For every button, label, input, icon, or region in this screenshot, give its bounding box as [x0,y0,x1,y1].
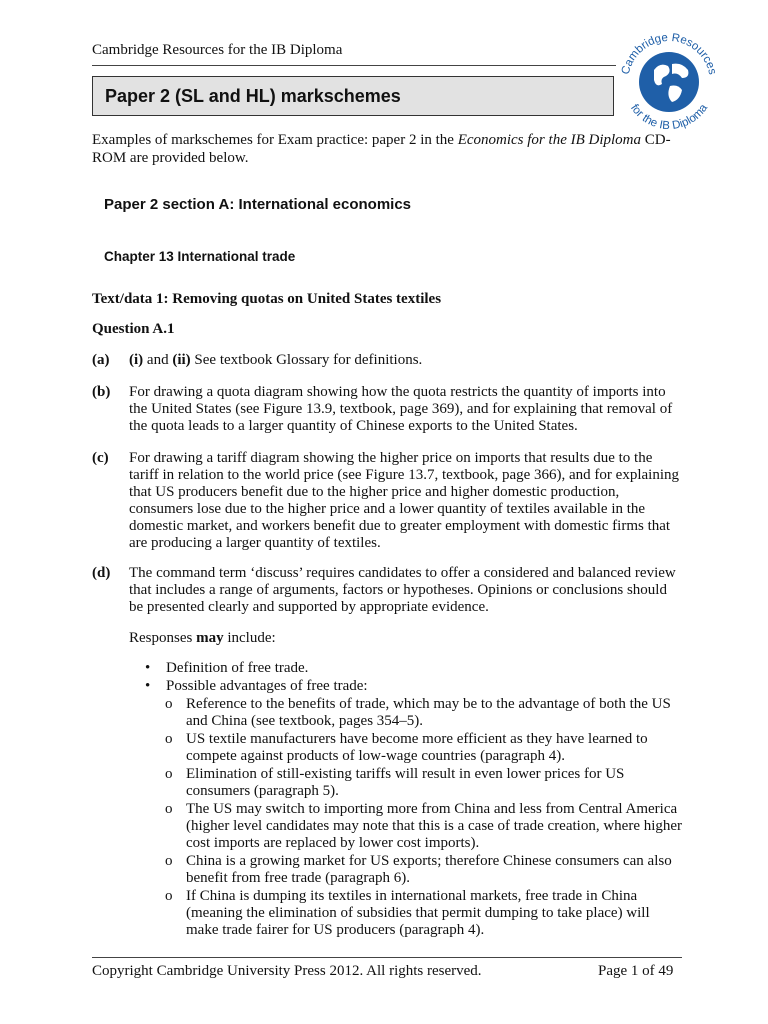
bullet-dot: • [145,678,151,694]
bullet-circle: o [165,696,173,712]
sub-list-item [145,731,685,765]
item-a-and: and [143,352,173,368]
sub-list-item-text: US textile manufacturers have become more efficient as they have learned to compete against products of low-wage countries (paragraph 4). [186,731,648,764]
intro-paragraph [92,131,672,167]
item-body [129,352,679,369]
sub-list-item-text: China is a growing market for US exports; therefore Chinese consumers can also benefit from free trade (paragraph 6). [186,853,672,886]
responses-text: Responses [129,630,197,646]
running-header: Cambridge Resources for the IB Diploma [92,42,343,58]
globe-icon [639,52,699,112]
responses-intro [129,630,276,647]
responses-list [145,660,685,940]
item-label: (c) [92,450,109,466]
bullet-circle: o [165,766,173,782]
intro-text: Examples of markschemes for Exam practice: paper 2 in the [92,132,458,148]
text-data-title: : Removing quotas on United States textiles [163,291,442,307]
section-heading: Paper 2 section A: International economics [104,196,412,213]
logo-arc-top: Cambridge Resources [619,31,719,76]
sub-list-item-text: Elimination of still-existing tariffs will result in even lower prices for US consumers (paragraph 5). [186,766,625,799]
cambridge-logo [610,20,728,138]
page-title-box [92,76,614,116]
intro-book-title: Economics for the IB Diploma [457,132,642,148]
footer-copyright: Copyright Cambridge University Press 2012. All rights reserved. [92,963,482,979]
question-heading: Question A.1 [92,321,175,337]
bullet-circle: o [165,731,173,747]
text-data-prefix: Text/data 1 [92,291,164,307]
sub-list-item-text: If China is dumping its textiles in international markets, free trade in China (meaning the elimination of subsidies that permit dumping to take place) will make trade fairer for US producers (paragraph 4). [186,888,650,938]
responses-bold: may [196,630,224,646]
sub-list-item-text: Reference to the benefits of trade, which may be to the advantage of both the US and China (see textbook, pages 354–5). [186,696,671,729]
footer-rule [92,957,682,958]
list-item [145,660,685,677]
item-label: (d) [92,565,111,581]
sub-list-item-text: The US may switch to importing more from China and less from Central America (higher level candidates may note that this is a case of trade creation, where higher cost imports are replaced by lower cost imports). [186,801,683,851]
text-data-heading [92,291,441,308]
bullet-dot: • [145,660,151,676]
item-body: The command term ‘discuss’ requires candidates to offer a considered and balanced review that includes a range of arguments, factors or hypotheses. Opinions or conclusions should be presented clearly and supported by appropriate evidence. [129,565,676,615]
responses-text-end: include: [223,630,276,646]
sub-list-item [145,801,685,852]
bullet-circle: o [165,853,173,869]
sub-list-item [145,888,685,939]
list-item-text: Possible advantages of free trade: [166,678,368,694]
sub-list-item [145,853,685,887]
sub-list-item [145,696,685,730]
intro-text-end: CD-ROM are provided below. [92,132,671,166]
item-label: (b) [92,384,111,400]
item-a-i: (i) [129,352,144,368]
bullet-circle: o [165,888,173,904]
page-title: Paper 2 (SL and HL) markschemes [105,86,401,106]
bullet-circle: o [165,801,173,817]
item-body: For drawing a quota diagram showing how the quota restricts the quantity of imports into the United States (see Figure 13.9, textbook, page 369), and for explaining that removal of the quota leads to a larger quantity of Chinese exports to the United States. [129,384,673,434]
sub-list-item [145,766,685,800]
item-body: For drawing a tariff diagram showing the higher price on imports that results due to the tariff in relation to the world price (see Figure 13.7, textbook, page 366), and for explaining that US producers benefit due to the higher price and higher domestic production, consumers lose due to the higher price and a lower quantity of textiles available in the domestic market, and workers benefit due to greater employment with domestic firms that are producing a larger quantity of textiles. [129,450,679,551]
item-label: (a) [92,352,110,368]
item-a-ii: (ii) [172,352,191,368]
item-a-text: See textbook Glossary for definitions. [190,352,423,368]
chapter-heading: Chapter 13 International trade [104,249,296,264]
header-rule [92,65,616,66]
page-number: Page 1 of 49 [598,963,674,979]
list-item-text: Definition of free trade. [166,660,309,676]
list-item [145,678,685,695]
logo-arc-bottom: for the IB Diploma [627,102,711,133]
